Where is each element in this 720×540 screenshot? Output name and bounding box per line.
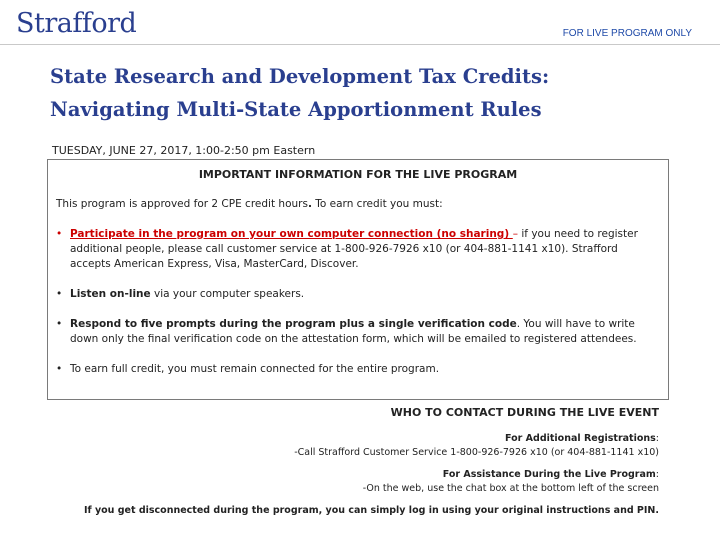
registration-label bbox=[505, 433, 659, 444]
registration-label-text: For Additional Registrations bbox=[505, 433, 656, 444]
program-date: TUESDAY, JUNE 27, 2017, 1:00-2:50 pm Eastern bbox=[52, 144, 316, 157]
list-item bbox=[56, 362, 660, 377]
bullet-text: To earn full credit, you must remain connected for the entire program. bbox=[70, 363, 440, 375]
list-item bbox=[56, 227, 660, 272]
page-title bbox=[50, 60, 670, 126]
bullet-bold: Respond to five prompts during the program plus a single verification code bbox=[70, 318, 517, 330]
assistance-text: -On the web, use the chat box at the bottom left of the screen bbox=[362, 483, 659, 494]
bullet-icon: • bbox=[56, 288, 63, 300]
requirements-list bbox=[56, 227, 660, 377]
registration-colon: : bbox=[655, 433, 659, 444]
bullet-text: if you need to register additional people, please call customer service at 1-800-926-7926 x10 (or 404-881-1141 x10). Strafford accepts American Express, Visa, MasterCard, Discover. bbox=[70, 228, 638, 270]
info-box-heading: IMPORTANT INFORMATION FOR THE LIVE PROGRAM bbox=[198, 168, 518, 181]
credit-intro-period: . bbox=[307, 198, 312, 210]
credit-intro bbox=[56, 197, 660, 212]
title-line-1: State Research and Development Tax Credits: bbox=[50, 65, 550, 88]
credit-intro-a: This program is approved for 2 CPE credit hours bbox=[56, 198, 308, 210]
assistance-colon: : bbox=[655, 469, 659, 480]
disconnect-note: If you get disconnected during the program, you can simply log in using your original instructions and PIN. bbox=[83, 505, 659, 516]
own-connection-link[interactable]: Participate in the program on your own computer connection (no sharing) bbox=[70, 228, 513, 240]
red-dash: – bbox=[512, 228, 519, 240]
bullet-bold: Listen on-line bbox=[70, 288, 151, 300]
header-divider bbox=[0, 44, 720, 45]
contact-heading: WHO TO CONTACT DURING THE LIVE EVENT bbox=[390, 406, 659, 419]
bullet-icon: • bbox=[56, 228, 63, 240]
title-line-2: Navigating Multi-State Apportionment Rules bbox=[50, 98, 542, 121]
bullet-icon: • bbox=[56, 318, 63, 330]
live-program-only-label: FOR LIVE PROGRAM ONLY bbox=[562, 28, 692, 39]
bullet-icon: • bbox=[56, 363, 63, 375]
important-info-box bbox=[47, 159, 669, 400]
assistance-label-text: For Assistance During the Live Program bbox=[442, 469, 656, 480]
bullet-text: via your computer speakers. bbox=[150, 288, 305, 300]
registration-text: -Call Strafford Customer Service 1-800-926-7926 x10 (or 404-881-1141 x10) bbox=[294, 447, 659, 458]
list-item bbox=[56, 287, 660, 302]
credit-intro-c: To earn credit you must: bbox=[311, 198, 443, 210]
list-item bbox=[56, 317, 660, 347]
strafford-logo: Strafford bbox=[16, 8, 137, 39]
bullet-text: . You will have to write down only the final verification code on the attestation form, which will be emailed to registered attendees. bbox=[70, 318, 637, 345]
assistance-label bbox=[443, 469, 659, 480]
